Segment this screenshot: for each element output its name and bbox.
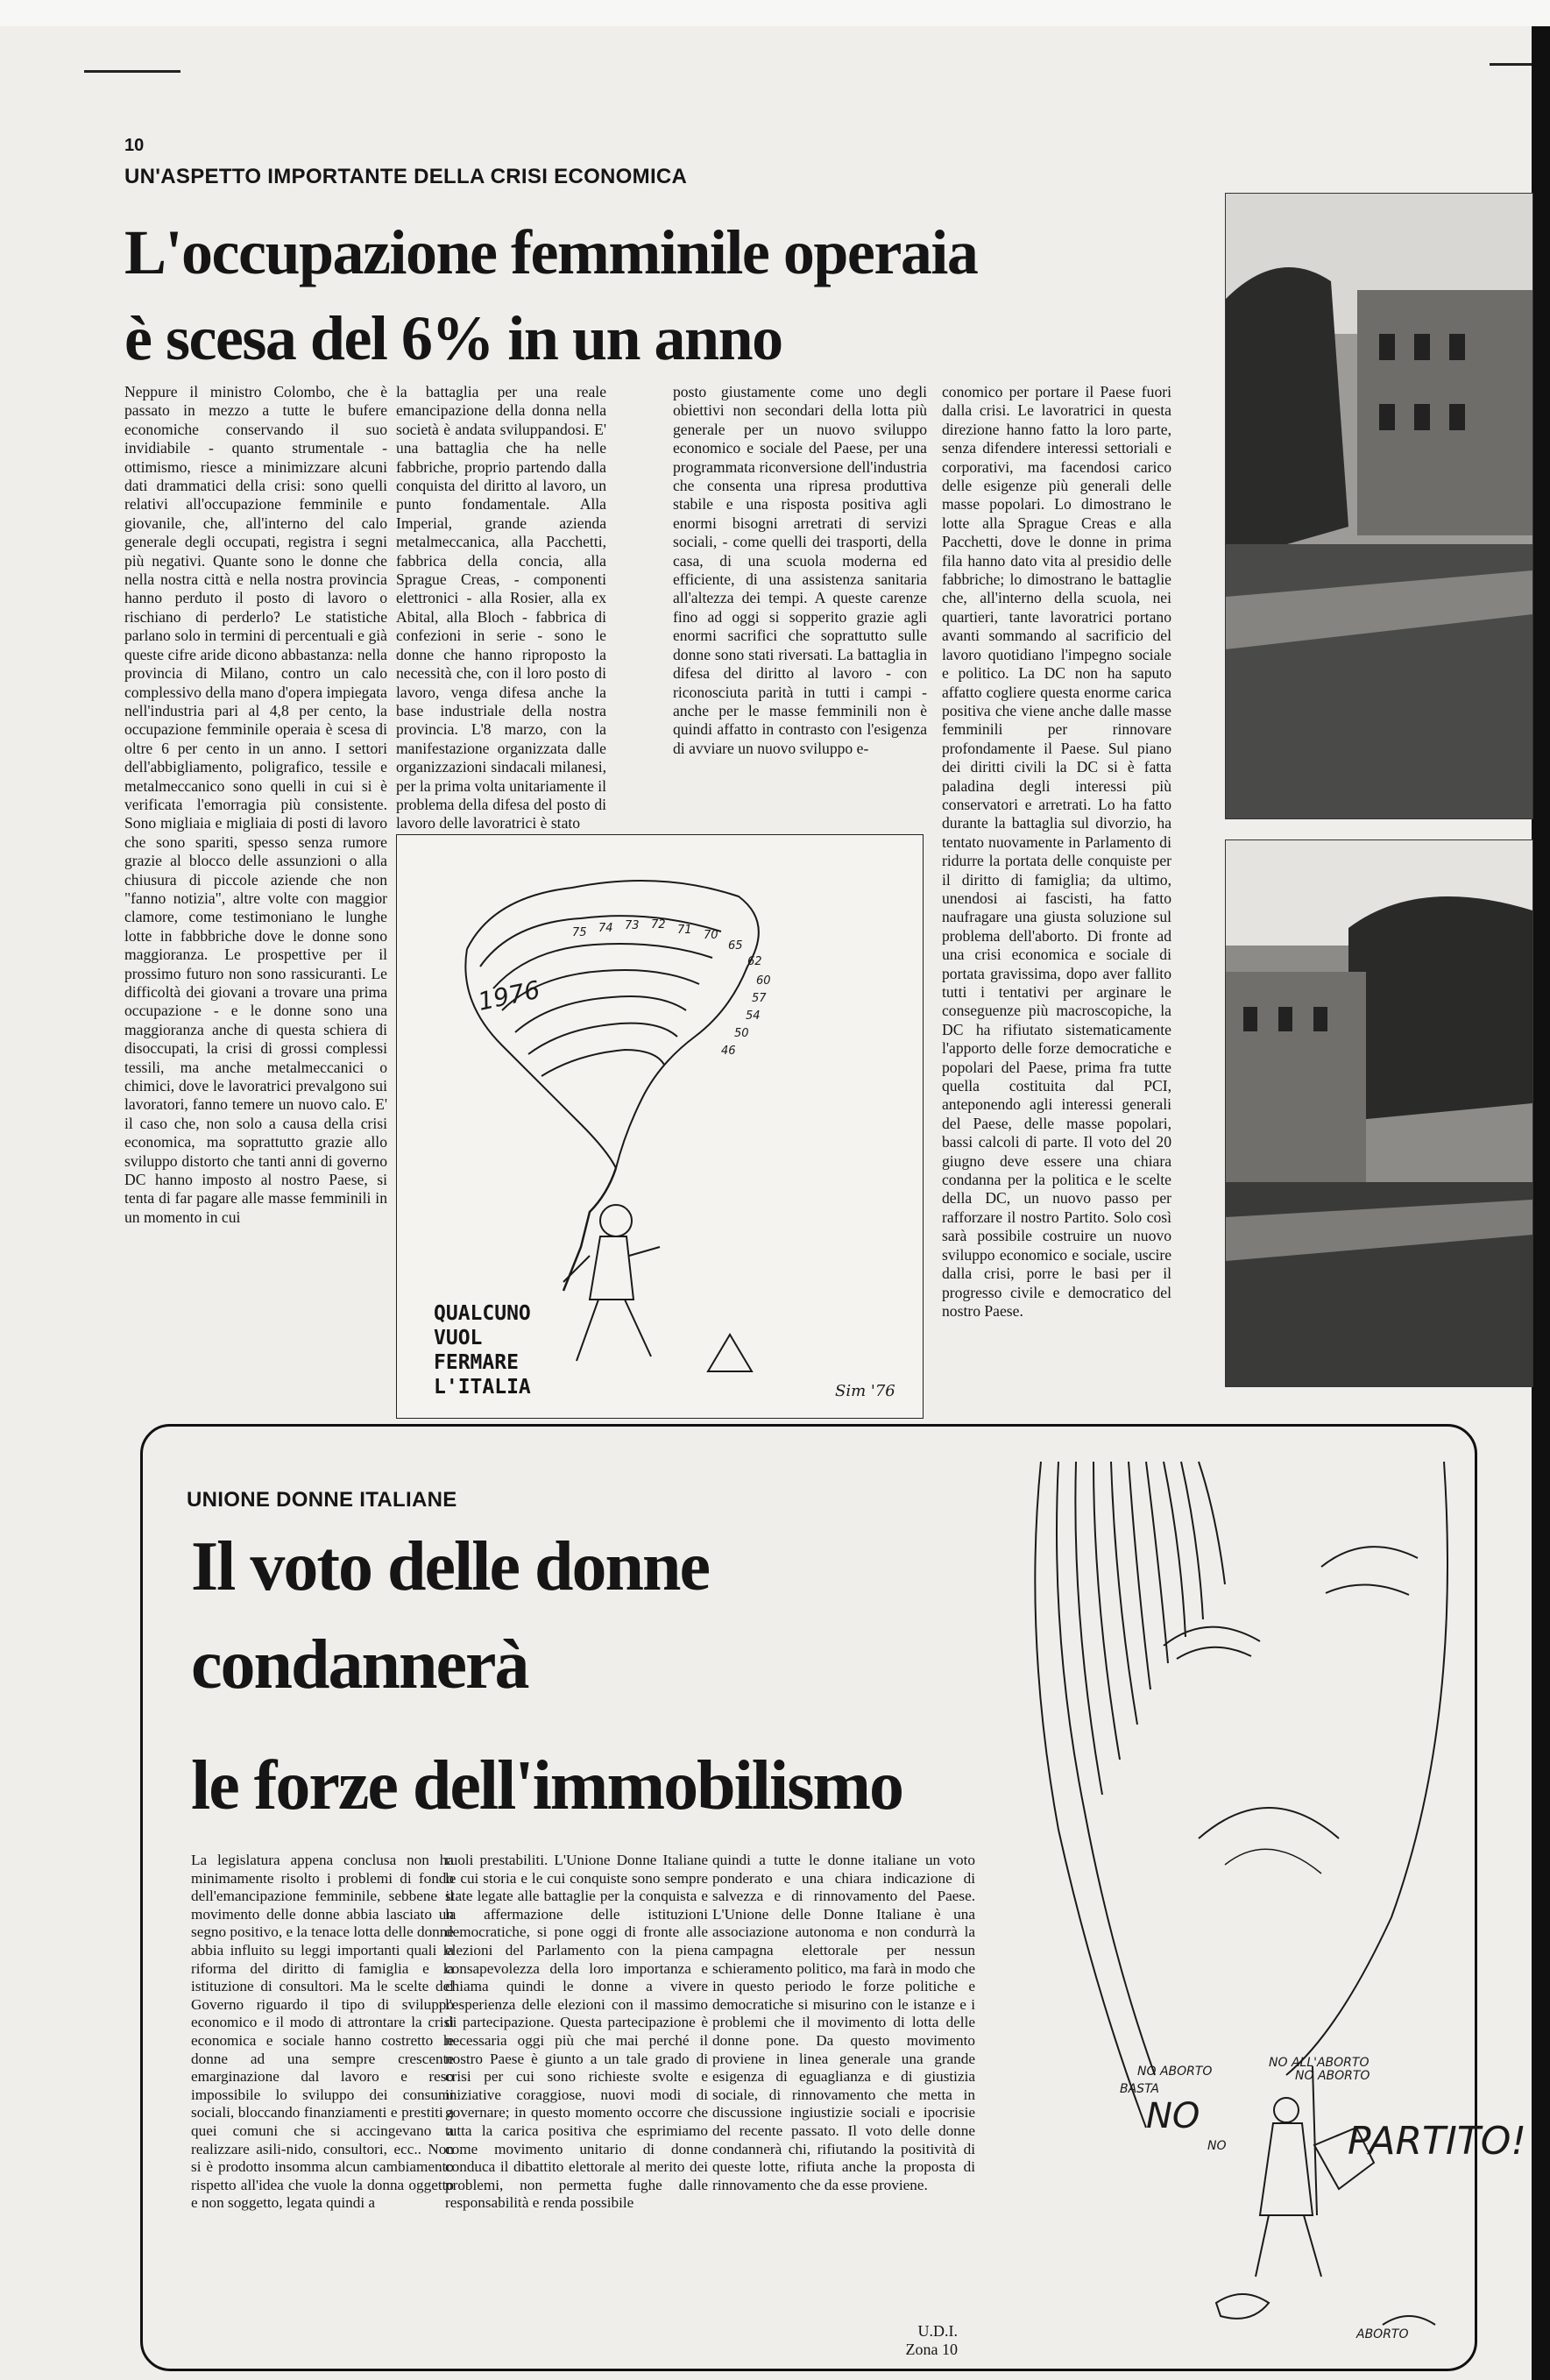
cartoon-number: 74 (598, 922, 613, 935)
cartoon-year: 1976 (475, 974, 543, 1016)
cartoon-number: 72 (651, 918, 666, 931)
cartoon-number: 46 (721, 1045, 736, 1058)
cartoon-signature: Sim '76 (835, 1382, 895, 1400)
article-column-1: Neppure il ministro Colombo, che è passato in mezzo a tutte le bufere economiche conservando il suo invidiabile - quanto strumentale - ottimismo, riesce a minimizzare alcuni dati drammatici della crisi: sono quelli relativi all'occupazione femminile e giovanile, che, all'interno del calo generale degli occupati, registra i segni più negativi. Quante sono le donne che nella nostra città e nella nostra provincia hanno perduto il posto di lavoro o rischiano di perderlo? Le statistiche parlano solo in termini di percentuali e già queste cifre aride dicono abbastanza: nella provincia di Milano, contro un calo complessivo della mano d'opera impiegata nell'industria pari al 4,8 per cento, la occupazione femminile operaia è scesa di oltre 6 per cento in un anno. I settori dell'abbigliamento, poligrafico, tessile e metalmeccanico sono quelli in cui si è verificata l'emorragia più consistente. Sono migliaia e migliaia di posti di lavoro che sono spariti, spesso senza rumore grazie al blocco delle assunzioni o alla chiusura di piccole aziende che non "fanno notizia", altre volte con maggior clamore, come testimoniano le lunghe lotte in fabbbriche dove le donne sono maggioranza. Le prospettive per il prossimo futuro non sono rassicuranti. Le difficoltà dei giovani a trovare una prima occupazione - e le donne sono una maggioranza anche di questa schiera di disoccupati, la crisi di grossi complessi tessili, ma anche metalmeccanici o chimici, dove le lavoratrici prevalgono sui lavoratori, fanno temere un nuovo calo. E' il caso che, non solo a causa della crisi economica, ma soprattutto grazie allo sviluppo distorto che tanti anni di governo DC hanno imposto al nostro Paese, si tenta di far pagare alle masse femminili in un momento in cui (124, 383, 387, 1226)
box-signature: U.D.I. Zona 10 (905, 2322, 958, 2358)
cartoon-number: 71 (677, 924, 692, 937)
political-cartoon (396, 834, 924, 1419)
box-column-3: quindi a tutte le donne italiane un voto ponderato e una chiara indicazione di salvezza e di rinnovamento del Paese. L'Unione delle Donne Italiane è una associazione autonoma e non condurrà la campagna elettorale per nessun schieramento politico, ma farà in modo che in questo periodo le forze politiche e democratiche si misurino con le istanze e i problemi che il movimento di lotta delle donne pone. Da questo movimento proviene in linea generale una grande esigenza di eguaglianza e di giustizia sociale, di rinnovamento che metta in discussione ingiustizie sociali e ipocrisie del recente passato. Il voto delle donne condannerà chi, rifiutando la positività di queste lotte, rifiuta anche la proposta di rinnovamento che da esse proviene. (712, 1852, 975, 2193)
drawing-text: NO (1207, 2139, 1227, 2153)
drawing-text: PARTITO! (1348, 2119, 1527, 2164)
udi-box (140, 1424, 1527, 2371)
article-column-2: la battaglia per una reale emancipazione della donna nella società è andata sviluppandosi. E' una battaglia che ha nelle fabbriche, proprio partendo dalla conquista del diritto al lavoro, un punto fondamentale. Alla Imperial, grande azienda metalmeccanica, alla Pacchetti, fabbrica della concia, alla Sprague Creas, - componenti elettronici - alla Rosier, alla ex Abital, alla Bloch - fabbrica di confezioni in serie - sono le donne che hanno riproposto la necessità che, con il loro posto di lavoro, venga difesa anche la base industriale della nostra provincia. L'8 marzo, con la manifestazione organizzata dalle organizzazioni sindacali milanesi, per la prima volta unitariamente il problema della difesa del posto di lavoro delle lavoratrici è stato (396, 383, 606, 832)
cartoon-number: 50 (734, 1027, 749, 1040)
cartoon-caption: QUALCUNO VUOL FERMARE L'ITALIA (434, 1302, 531, 1399)
page-right-edge (1532, 26, 1550, 2380)
canal-photo-top (1225, 193, 1533, 819)
top-left-rule (84, 70, 180, 73)
box-column-1: La legislatura appena conclusa non ha minimamente risolto i problemi di fondo dell'emancipazione femminile, sebbene il movimento delle donne abbia lasciato un segno positivo, e la tenace lotta delle donne abbia influito su leggi importanti quali la riforma del diritto di famiglia e la istituzione di consultori. Ma le scelte del Governo riguardo il tipo di sviluppo economico e il modo di attrontare la crisi economica e sociale hanno costretto le donne ad una sempre crescente emarginazione dal lavoro e reso impossibile lo sviluppo dei consumi sociali, bloccando finanziamenti e prestiti a quei comuni che si accingevano a realizzare asili-nido, consultori, ecc.. Non si è prodotto insomma alcun cambiamento rispetto all'idea che vuole la donna oggetto e non soggetto, legata quindi a (191, 1852, 454, 2212)
drawing-text: ABORTO (1356, 2327, 1409, 2341)
cartoon-number: 62 (747, 955, 762, 968)
box-column-2: ruoli prestabiliti. L'Unione Donne Italiane le cui storia e le cui conquiste sono sempre state legate alle battaglie per la conquista e la affermazione delle istituzioni democratiche, si pone oggi di fronte alle elezioni del Parlamento con la piena consapevolezza della loro importanza e chiama quindi le donne a vivere l'esperienza delle elezioni con il massimo di partecipazione. Questa partecipazione è necessaria oggi più che mai perché il nostro Paese è giunto a un tale grado di crisi per cui sono richieste svolte e iniziative coraggiose, nuovi modi di governare; in questo momento occorre che tutta la carica positiva che esprimiamo come movimento unitario di donne conduca il dibattito elettorale al merito dei problemi, non permetta fughe dalle responsabilità e renda possibile (445, 1852, 708, 2212)
drawing-text: NO ABORTO (1295, 2069, 1370, 2083)
woman-face-drawing (1006, 1462, 1527, 2355)
canal-photo-bottom (1225, 839, 1533, 1387)
cartoon-number: 65 (728, 939, 743, 953)
cartoon-number: 54 (746, 1009, 761, 1023)
drawing-text: NO (1146, 2096, 1200, 2136)
page-top-edge (0, 0, 1550, 26)
drawing-text: NO ABORTO (1137, 2065, 1213, 2079)
drawing-text: BASTA (1120, 2082, 1159, 2096)
cartoon-number: 57 (752, 992, 767, 1005)
box-kicker: UNIONE DONNE ITALIANE (187, 1488, 457, 1512)
cartoon-number: 75 (572, 926, 587, 939)
box-headline-line1: Il voto delle donne (191, 1528, 709, 1605)
cartoon-number: 70 (704, 929, 718, 942)
top-right-rule (1490, 63, 1533, 66)
article-headline-line2: è scesa del 6% in un anno (124, 303, 782, 373)
article-column-4: conomico per portare il Paese fuori dalla crisi. Le lavoratrici in questa direzione hanno fatto la loro parte, senza difendere interessi settoriali e corporativi, ma facendosi carico delle esigenze più generali delle masse popolari. Lo dimostrano le lotte alla Sprague Creas e alla Pacchetti, dove le donne in prima fila hanno dato vita al presidio delle fabbriche; lo dimostrano le battaglie che, all'interno della scuola, nei quartieri, tante lavoratrici portano avanti sommando al sacrificio del lavoro quotidiano l'impegno sociale e politico. La DC non ha saputo affatto cogliere questa enorme carica positiva che viene anche dalle masse femminili per rinnovare profondamente il Paese. Sul piano dei diritti civili la DC si è fatta paladina degli interessi più conservatori e arretrati. Lo ha fatto durante la battaglia sul divorzio, ha tentato nuovamente in Parlamento di ridurre la portata delle conquiste per il diritto di famiglia; da ultimo, unendosi ai fascisti, ha fatto naufragare una giusta soluzione sul problema dell'aborto. Di fronte ad una crisi economica e sociale di portata gravissima, dopo aver fallito tutti i tentativi per arginare le conseguenze più macroscopiche, la DC ha rifiutato sistematicamente l'apporto delle forze democratiche e popolari del Paese, prima fra tutte quella costituita dal PCI, anteponendo agli interessi generali del Paese, delle masse popolari, bassi calcoli di parte. Il voto del 20 giugno deve essere una chiara condanna per la politica e le scelte della DC, un nuovo passo per rafforzare il nostro Partito. Solo così sarà possibile costruire un nuovo sviluppo economico e sociale, uscire dalla crisi, porre le basi per il progresso civile e democratico del nostro Paese. (942, 383, 1171, 1320)
cartoon-number: 73 (625, 919, 640, 932)
cartoon-number: 60 (756, 974, 771, 988)
page-number: 10 (124, 136, 145, 155)
article-column-3: posto giustamente come uno degli obiettivi non secondari della lotta più generale per un nuovo sviluppo economico e sociale del Paese, per una programmata riconversione dell'industria che consenta una ripresa produttiva stabile e una risposta positiva agli enormi bisogni arretrati di servizi sociali, - come quelli dei trasporti, della casa, di una scuola moderna ed efficiente, di una assistenza sanitaria all'altezza dei tempi. A queste carenze fino ad oggi si sopperito grazie agli enormi sacrifici che soprattutto sulle donne sono stati riversati. La battaglia in difesa del diritto al lavoro - con riconosciuta parità in tutti i campi - anche per le masse femminili non è quindi affatto in contrasto con l'esigenza di avviare un nuovo sviluppo e- (673, 383, 927, 757)
section-kicker: UN'ASPETTO IMPORTANTE DELLA CRISI ECONOMICA (124, 165, 688, 188)
article-headline-line1: L'occupazione femminile operaia (124, 217, 978, 287)
drawing-text: NO ALL'ABORTO (1269, 2056, 1370, 2070)
box-headline-line2: condannerà (191, 1626, 528, 1704)
box-headline-line3: le forze dell'immobilismo (191, 1747, 903, 1824)
